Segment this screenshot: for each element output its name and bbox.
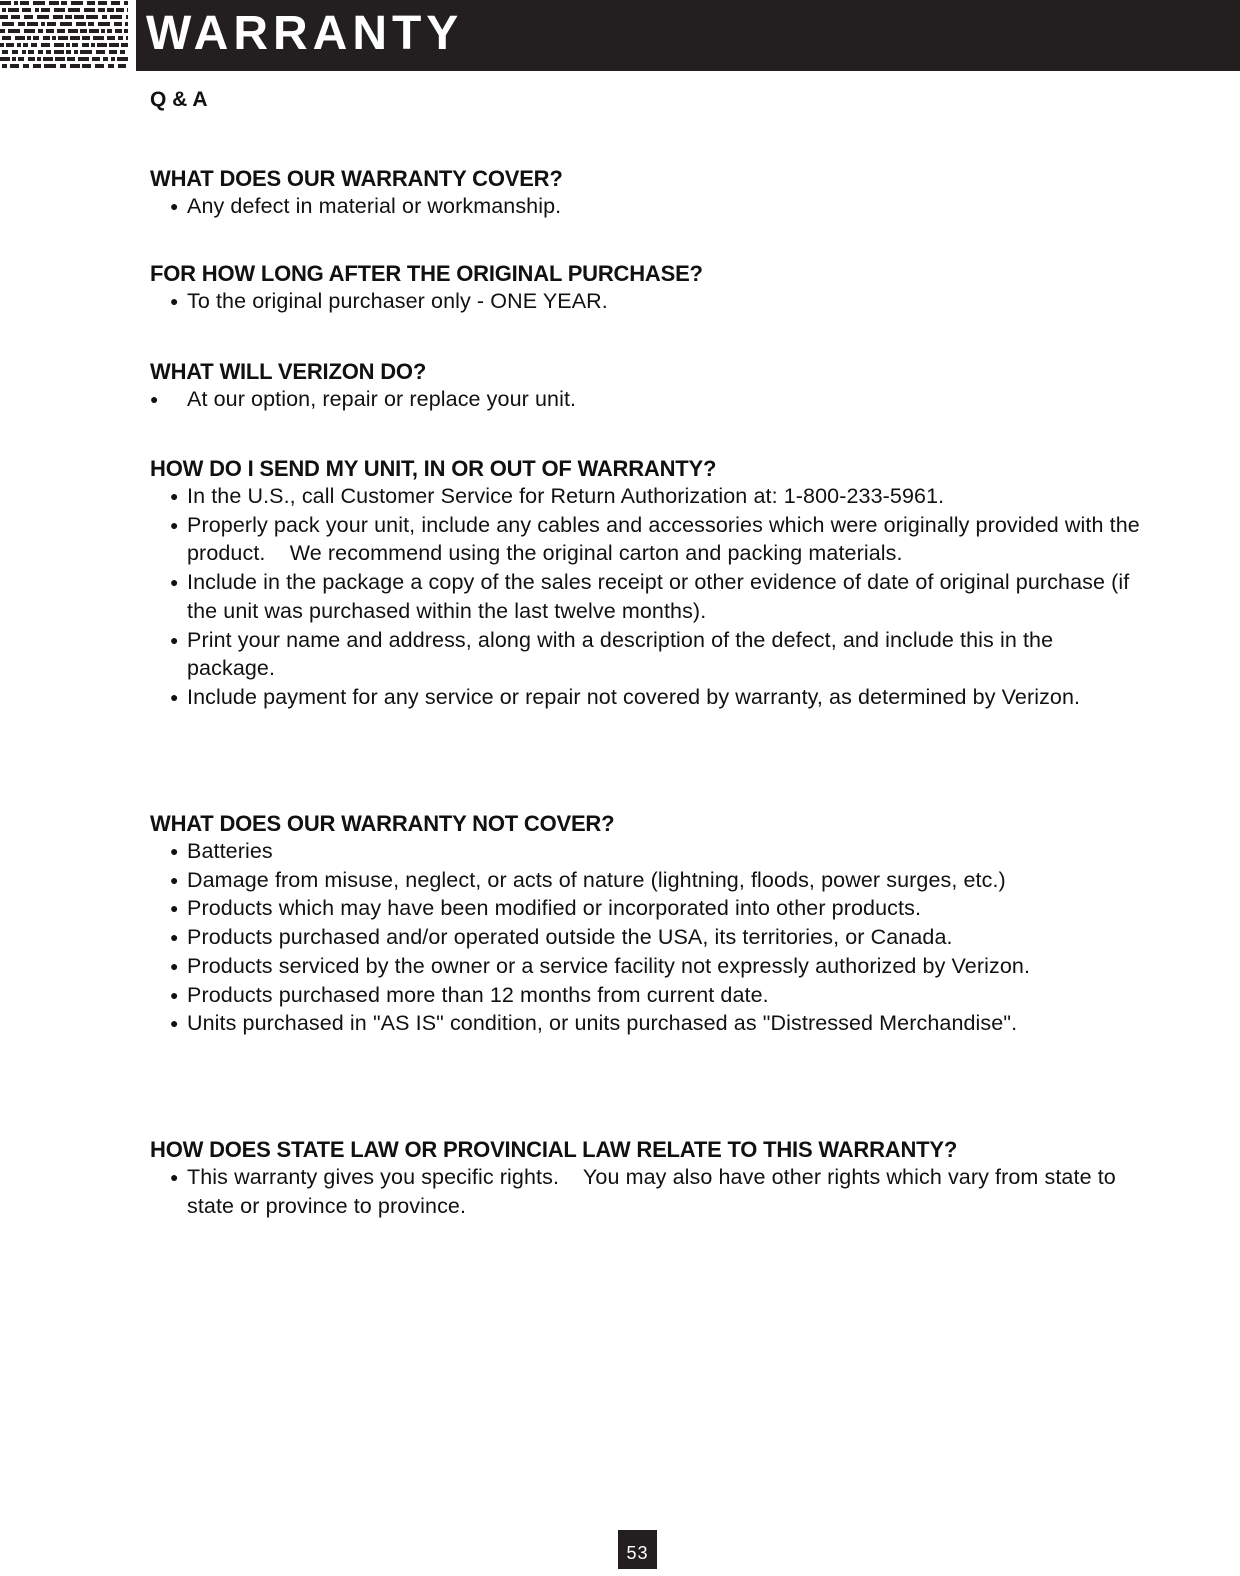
bullet-icon: ● xyxy=(170,488,179,504)
list-item: ● Products purchased more than 12 months from current date. xyxy=(150,981,1140,1010)
section-heading: HOW DO I SEND MY UNIT, IN OR OUT OF WARRANTY? xyxy=(150,456,717,481)
list-item: ● Any defect in material or workmanship. xyxy=(150,192,1140,221)
qa-section xyxy=(150,811,1140,1038)
list-item: ● In the U.S., call Customer Service for Return Authorization at: 1-800-233-5961. xyxy=(150,482,1140,511)
section-heading: WHAT DOES OUR WARRANTY COVER? xyxy=(150,166,563,191)
list-item: ● Products serviced by the owner or a service facility not expressly authorized by Verizon. xyxy=(150,952,1140,981)
bullet-icon: ● xyxy=(170,957,179,974)
list-item: ● Batteries xyxy=(150,837,1140,866)
qa-section xyxy=(150,359,1140,414)
bullet-icon: ● xyxy=(170,688,179,705)
section-heading: FOR HOW LONG AFTER THE ORIGINAL PURCHASE? xyxy=(150,261,703,286)
bullet-icon: ● xyxy=(170,929,179,946)
list-item: ● Units purchased in "AS IS" condition, or units purchased as "Distressed Merchandise". xyxy=(150,1009,1140,1038)
list-item: ● Include in the package a copy of the sales receipt or other evidence of date of original purchase (if the unit was purchased within the last twelve months). xyxy=(170,570,1130,623)
list-item: ● Damage from misuse, neglect, or acts of nature (lightning, floods, power surges, etc.) xyxy=(150,866,1140,895)
qa-section xyxy=(150,261,1140,316)
bullet-icon: ● xyxy=(170,516,179,533)
bullet-icon: ● xyxy=(170,900,179,917)
list-item: ● Properly pack your unit, include any cables and accessories which were originally provided with the product. We recommend using the original carton and packing materials. xyxy=(170,512,1146,566)
section-heading: WHAT DOES OUR WARRANTY NOT COVER? xyxy=(150,811,615,836)
list-item: ● This warranty gives you specific rights. You may also have other rights which vary from state to state or province to province. xyxy=(170,1165,1122,1218)
bullet-icon: ● xyxy=(170,198,179,214)
list-item: ● Print your name and address, along with a description of the defect, and include this in the package. xyxy=(170,627,1054,681)
page-number: 53 xyxy=(618,1530,657,1569)
bullet-icon: ● xyxy=(170,843,179,859)
list-item: ● To the original purchaser only - ONE YEAR. xyxy=(150,287,1140,316)
qa-section xyxy=(150,166,1140,221)
list-item: ● Include payment for any service or repair not covered by warranty, as determined by Verizon. xyxy=(150,683,1140,712)
bullet-icon: ● xyxy=(170,1169,179,1185)
header-pattern-graphic xyxy=(0,0,128,71)
section-heading: WHAT WILL VERIZON DO? xyxy=(150,359,427,384)
list-item: ● Products purchased and/or operated outside the USA, its territories, or Canada. xyxy=(150,923,1140,952)
bullet-icon: ● xyxy=(170,293,179,309)
bullet-icon: ● xyxy=(170,1015,179,1032)
bullet-icon: ● xyxy=(170,631,179,648)
qa-subtitle: Q & A xyxy=(150,88,208,111)
bullet-icon: ● xyxy=(150,391,159,407)
page-title: WARRANTY xyxy=(146,7,464,60)
qa-section xyxy=(150,1137,1140,1220)
bullet-icon: ● xyxy=(170,871,179,888)
bullet-icon: ● xyxy=(170,986,179,1003)
qa-section xyxy=(150,456,1146,712)
bullet-icon: ● xyxy=(170,574,179,591)
list-item: ● Products which may have been modified or incorporated into other products. xyxy=(150,894,1140,923)
list-item: ● At our option, repair or replace your unit. xyxy=(150,385,1140,414)
section-heading: HOW DOES STATE LAW OR PROVINCIAL LAW RELATE TO THIS WARRANTY? xyxy=(150,1137,958,1162)
